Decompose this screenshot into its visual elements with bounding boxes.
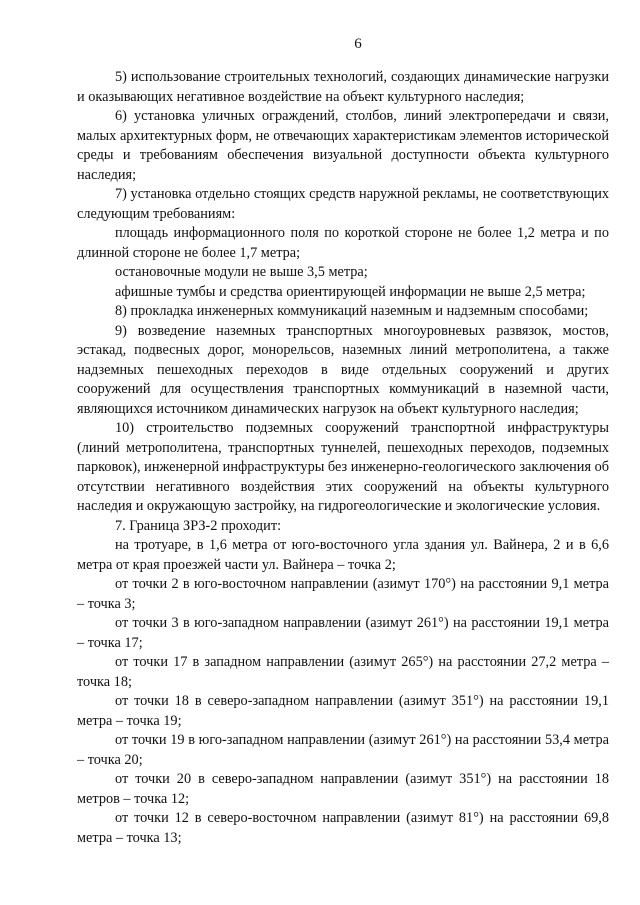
paragraph-item-8: 8) прокладка инженерных коммуникаций наземным и надземным способами; <box>115 303 589 319</box>
boundary-point-20: от точки 19 в юго-западном направлении (азимут 261°) на расстоянии 53,4 метра – точка 20; <box>77 732 609 768</box>
boundary-point-2: на тротуаре, в 1,6 метра от юго-восточного угла здания ул. Вайнера, 2 и в 6,6 метра от края проезжей части ул. Вайнера – точка 2; <box>77 537 609 573</box>
paragraph-requirement-stop-modules: остановочные модули не выше 3,5 метра; <box>115 264 368 280</box>
page-number: 6 <box>354 36 362 52</box>
boundary-point-3: от точки 2 в юго-восточном направлении (азимут 170°) на расстоянии 9,1 метра – точка 3; <box>77 576 609 612</box>
paragraph-item-6: 6) установка уличных ограждений, столбов, линий электропередачи и связи, малых архитектурных форм, не отвечающих характеристикам элементов исторической среды и требованиям обеспечения визуальной доступности объекта культурного наследия; <box>77 108 609 183</box>
boundary-point-19: от точки 18 в северо-западном направлении (азимут 351°) на расстоянии 19,1 метра – точка 19; <box>77 693 609 729</box>
paragraph-requirement-info-field: площадь информационного поля по короткой стороне не более 1,2 метра и по длинной стороне не более 1,7 метра; <box>77 225 609 261</box>
paragraph-item-5: 5) использование строительных технологий, создающих динамические нагрузки и оказывающих негативное воздействие на объект культурного наследия; <box>77 69 609 105</box>
boundary-point-13: от точки 12 в северо-восточном направлении (азимут 81°) на расстоянии 69,8 метра – точка 13; <box>77 810 609 846</box>
boundary-point-17: от точки 3 в юго-западном направлении (азимут 261°) на расстоянии 19,1 метра – точка 17; <box>77 615 609 651</box>
section-heading-zrz2: 7. Граница ЗРЗ-2 проходит: <box>115 517 282 534</box>
paragraph-item-10: 10) строительство подземных сооружений транспортной инфраструктуры (линий метрополитена, транспортных туннелей, пешеходных переходов, подземных парковок), инженерной инфраструктуры без инженерно-геологического заключения об отсутствии негативного воздействия этих сооружений на объекты культурного наследия и окружающую застройку, на гидрогеологические и экологические условия. <box>77 420 610 514</box>
paragraph-requirement-poster-columns: афишные тумбы и средства ориентирующей информации не выше 2,5 метра; <box>115 283 586 300</box>
document-body <box>77 68 609 848</box>
boundary-point-12: от точки 20 в северо-западном направлении (азимут 351°) на расстоянии 18 метров – точка 12; <box>77 771 609 807</box>
paragraph-item-9: 9) возведение наземных транспортных многоуровневых развязок, мостов, эстакад, подвесных дорог, монорельсов, наземных линий метрополитена, а также надземных пешеходных переходов в виде отдельных сооружений и других сооружений для осуществления транспортных коммуникаций в наземной части, являющихся источником динамических нагрузок на объект культурного наследия; <box>77 322 609 417</box>
paragraph-item-7: 7) установка отдельно стоящих средств наружной рекламы, не соответствующих следующим требованиям: <box>77 186 609 222</box>
boundary-point-18: от точки 17 в западном направлении (азимут 265°) на расстоянии 27,2 метра – точка 18; <box>77 654 609 690</box>
